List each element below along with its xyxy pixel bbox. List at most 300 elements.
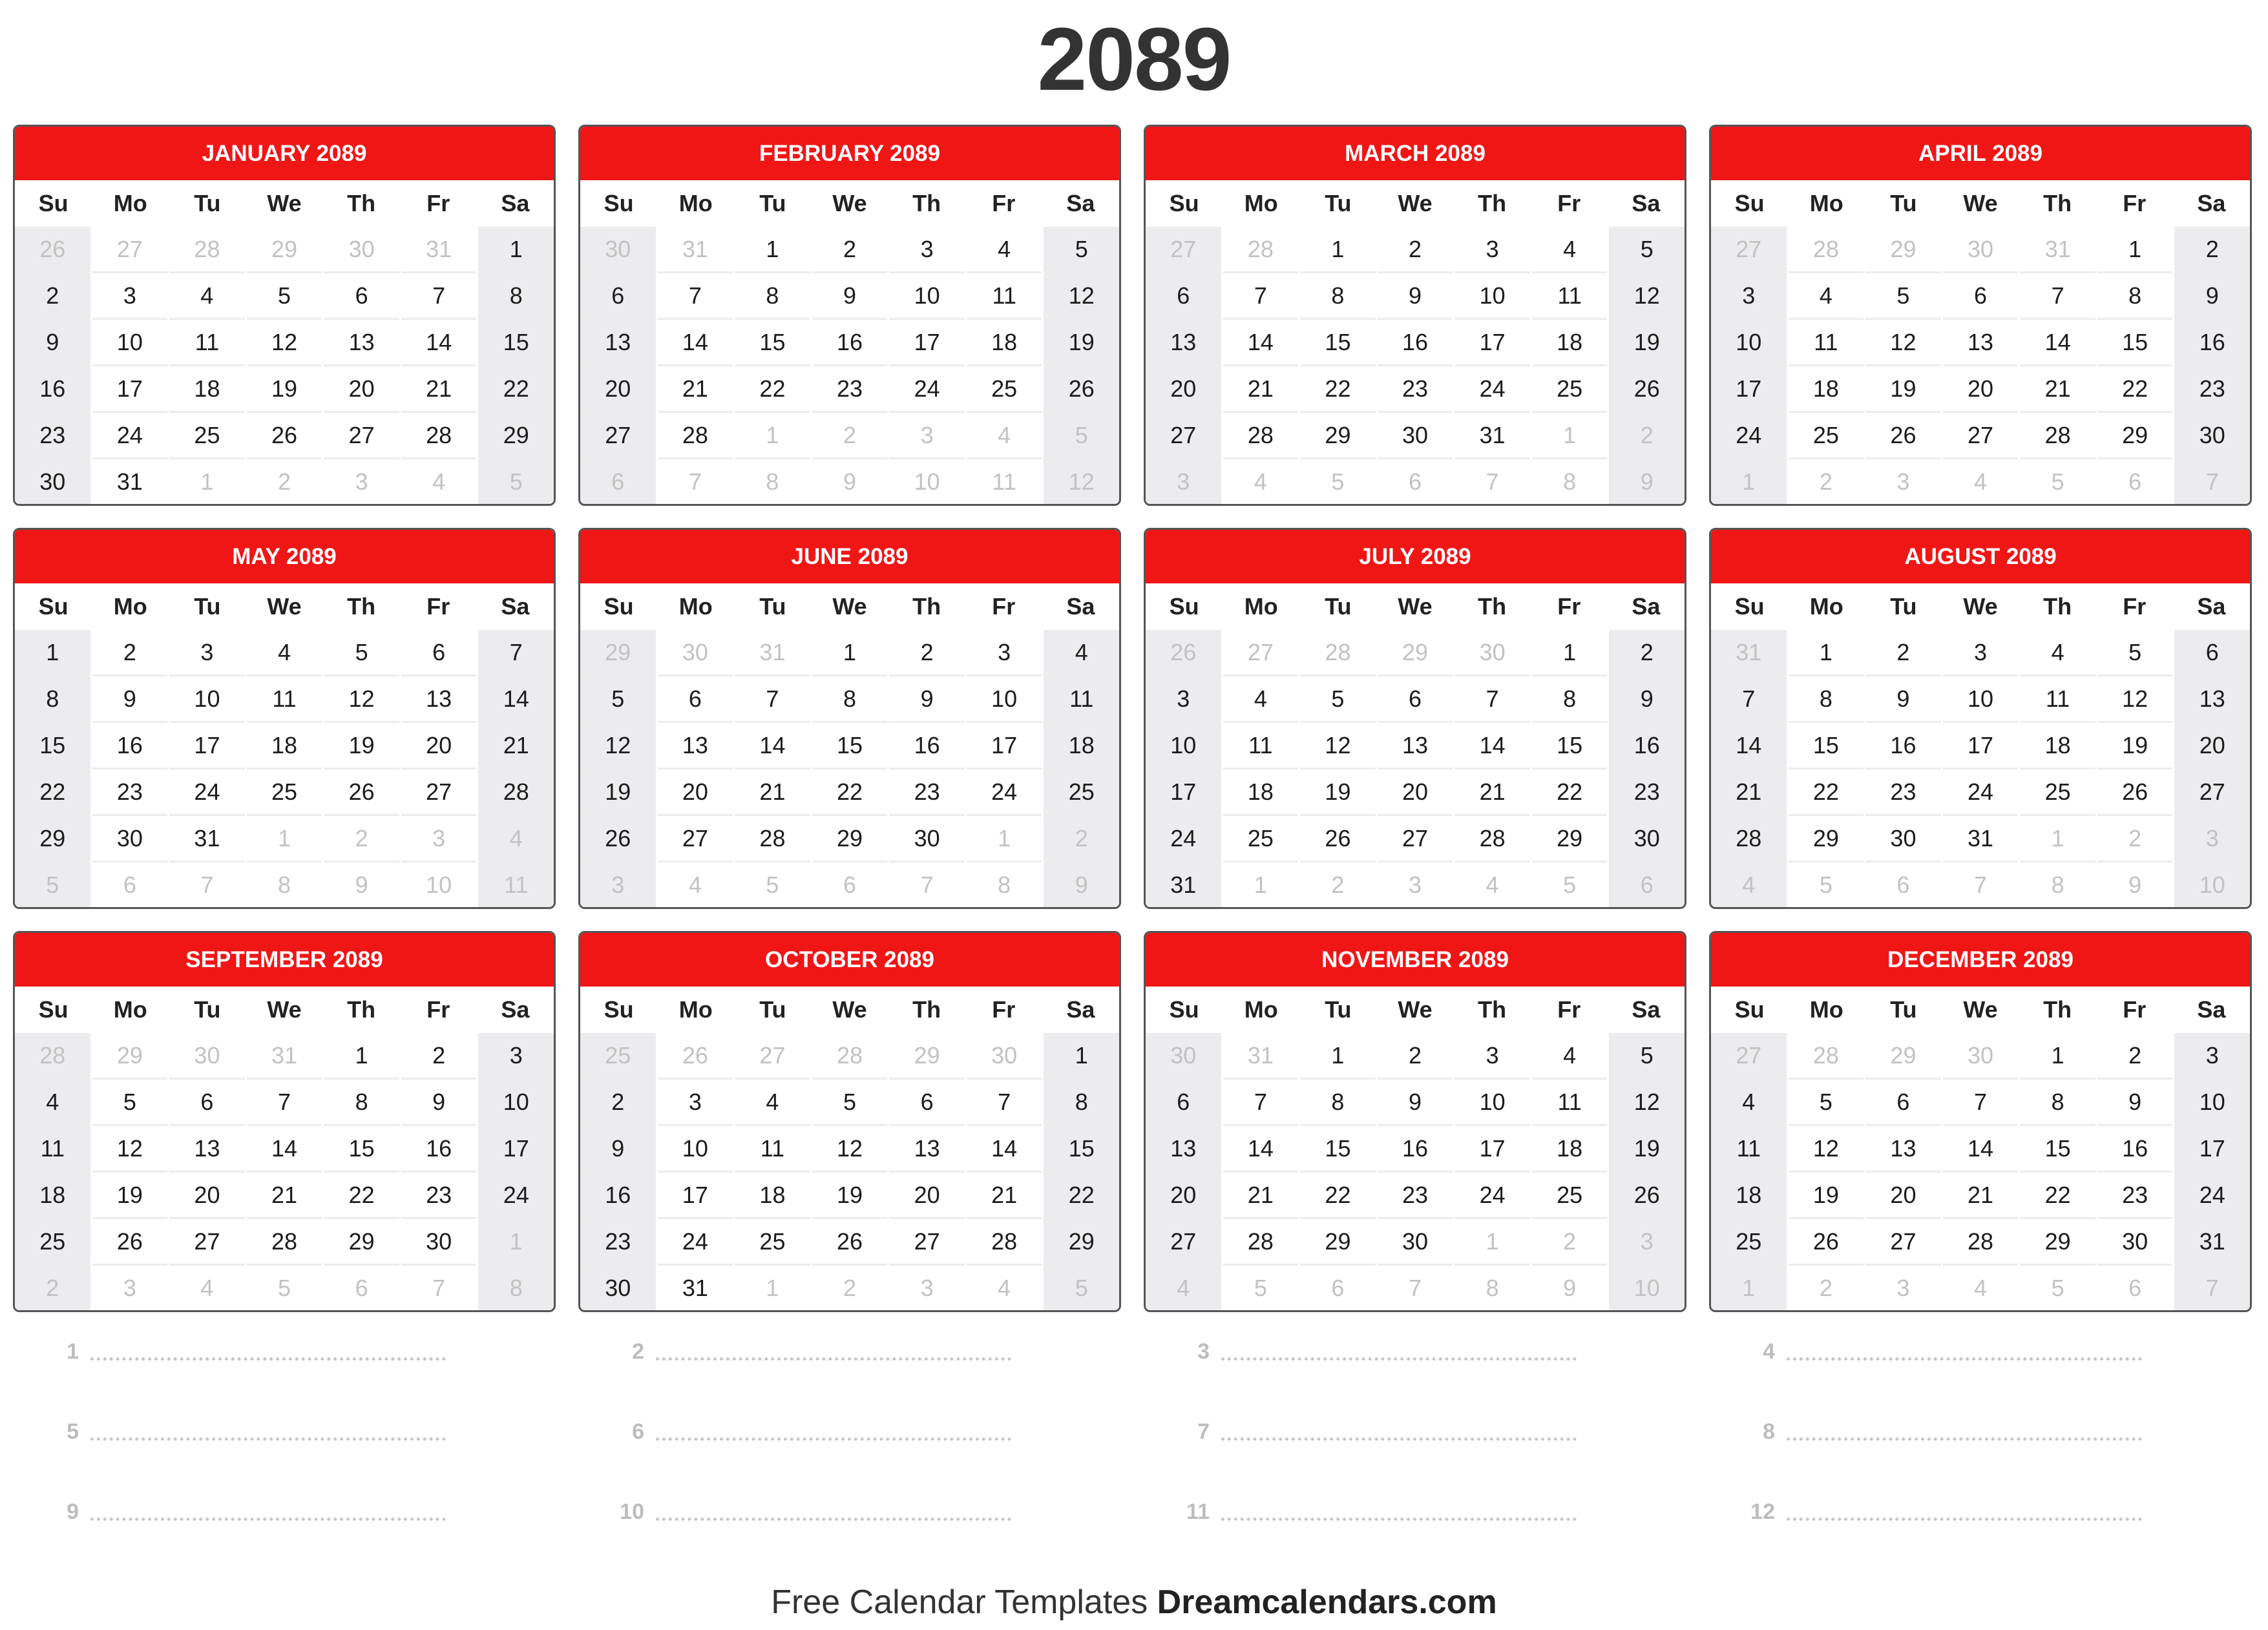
note-line-item[interactable] bbox=[1709, 1332, 2142, 1364]
day-cell: 29 bbox=[812, 816, 888, 862]
day-cell-other-month: 9 bbox=[2097, 862, 2173, 909]
day-cell: 23 bbox=[1865, 769, 1941, 816]
weekday-label: Su bbox=[1169, 996, 1199, 1023]
day-cell: 23 bbox=[812, 366, 888, 413]
weekday-label: Sa bbox=[1066, 190, 1095, 216]
day-cell: 13 bbox=[1146, 320, 1221, 366]
day-cell-other-month: 3 bbox=[1146, 459, 1221, 506]
day-cell: 17 bbox=[92, 366, 168, 413]
day-cell: 15 bbox=[1300, 320, 1376, 366]
dotted-note-line[interactable] bbox=[656, 1339, 1011, 1361]
week-row bbox=[580, 769, 1119, 816]
day-cell-other-month: 31 bbox=[735, 630, 810, 676]
day-cell-other-month: 5 bbox=[2020, 1266, 2095, 1312]
week-row bbox=[580, 273, 1119, 320]
weekday-label: Fr bbox=[992, 593, 1016, 620]
week-row bbox=[580, 413, 1119, 459]
week-row bbox=[1711, 630, 2250, 676]
day-cell: 17 bbox=[889, 320, 965, 366]
day-cell: 27 bbox=[2174, 769, 2250, 816]
day-cell: 9 bbox=[2097, 1080, 2173, 1126]
weekday-label: Tu bbox=[1325, 996, 1352, 1023]
day-cell: 3 bbox=[169, 630, 245, 676]
weekday-label: Tu bbox=[1890, 190, 1917, 216]
day-cell: 14 bbox=[1943, 1126, 2019, 1173]
week-row bbox=[15, 630, 554, 676]
day-cell: 12 bbox=[1789, 1126, 1864, 1173]
day-cell: 10 bbox=[478, 1080, 554, 1126]
day-cell: 3 bbox=[967, 630, 1042, 676]
day-cell-other-month: 2 bbox=[812, 413, 888, 459]
weekday-label: Fr bbox=[426, 190, 450, 216]
note-line-item[interactable] bbox=[1144, 1332, 1577, 1364]
day-cell: 1 bbox=[1532, 630, 1608, 676]
day-cell: 29 bbox=[1789, 816, 1864, 862]
week-row bbox=[580, 630, 1119, 676]
day-cell: 14 bbox=[247, 1126, 322, 1173]
note-number: 8 bbox=[1763, 1419, 1775, 1444]
weekday-label: Fr bbox=[1557, 593, 1581, 620]
day-cell: 10 bbox=[2174, 1080, 2250, 1126]
dotted-note-line[interactable] bbox=[656, 1499, 1011, 1521]
week-row bbox=[1146, 366, 1685, 413]
day-cell: 14 bbox=[658, 320, 733, 366]
week-row bbox=[1711, 862, 2250, 909]
week-row bbox=[15, 1080, 554, 1126]
weekday-label: Th bbox=[1478, 996, 1507, 1023]
note-line-item[interactable] bbox=[13, 1412, 446, 1445]
day-cell: 25 bbox=[967, 366, 1042, 413]
note-line-item[interactable] bbox=[578, 1492, 1011, 1525]
day-cell: 7 bbox=[1223, 273, 1299, 320]
weekday-label: Fr bbox=[426, 996, 450, 1023]
week-row bbox=[1146, 862, 1685, 909]
day-cell: 22 bbox=[1532, 769, 1608, 816]
week-row bbox=[1146, 1266, 1685, 1312]
week-row bbox=[1711, 1266, 2250, 1312]
day-cell: 15 bbox=[1532, 723, 1608, 769]
day-cell: 14 bbox=[735, 723, 810, 769]
weekday-label: Mo bbox=[1809, 190, 1843, 216]
day-cell: 25 bbox=[2020, 769, 2095, 816]
week-row bbox=[15, 227, 554, 273]
note-line-item[interactable] bbox=[13, 1332, 446, 1364]
note-line-item[interactable] bbox=[13, 1492, 446, 1525]
day-cell: 20 bbox=[1865, 1173, 1941, 1219]
day-cell: 13 bbox=[401, 676, 477, 723]
day-cell-other-month: 29 bbox=[580, 630, 656, 676]
day-cell: 6 bbox=[2174, 630, 2250, 676]
weekday-label: Tu bbox=[1325, 593, 1352, 620]
weekday-label: We bbox=[1963, 593, 1998, 620]
note-number: 7 bbox=[1197, 1419, 1210, 1444]
day-cell: 27 bbox=[580, 413, 656, 459]
day-cell-other-month: 5 bbox=[1044, 1266, 1119, 1312]
day-cell-other-month: 5 bbox=[1532, 862, 1608, 909]
day-cell: 28 bbox=[247, 1219, 322, 1266]
day-cell-other-month: 1 bbox=[735, 413, 810, 459]
day-cell: 9 bbox=[401, 1080, 477, 1126]
week-row bbox=[1146, 769, 1685, 816]
weekday-label: Th bbox=[2043, 996, 2072, 1023]
day-cell: 8 bbox=[1044, 1080, 1119, 1126]
day-cell: 22 bbox=[1044, 1173, 1119, 1219]
day-cell-other-month: 5 bbox=[735, 862, 810, 909]
note-number: 9 bbox=[67, 1499, 79, 1524]
day-cell: 2 bbox=[2174, 227, 2250, 273]
day-cell: 27 bbox=[169, 1219, 245, 1266]
day-cell: 20 bbox=[658, 769, 733, 816]
weekday-label: Fr bbox=[1557, 996, 1581, 1023]
day-cell: 9 bbox=[1609, 676, 1685, 723]
day-cell: 22 bbox=[15, 769, 90, 816]
day-cell-other-month: 3 bbox=[889, 413, 965, 459]
day-cell: 29 bbox=[478, 413, 554, 459]
day-cell-other-month: 6 bbox=[580, 459, 656, 506]
weekday-header-row bbox=[1146, 583, 1685, 630]
note-number: 10 bbox=[620, 1499, 644, 1524]
day-cell: 23 bbox=[2174, 366, 2250, 413]
day-cell: 2 bbox=[1378, 1033, 1453, 1080]
footer-brand-link[interactable]: Dreamcalendars.com bbox=[1157, 1583, 1497, 1621]
weekday-label: We bbox=[832, 190, 867, 216]
day-cell: 4 bbox=[15, 1080, 90, 1126]
day-cell: 13 bbox=[1146, 1126, 1221, 1173]
weekday-label: We bbox=[1963, 996, 1998, 1023]
day-cell: 20 bbox=[1146, 1173, 1221, 1219]
week-row bbox=[1711, 459, 2250, 506]
weekday-label: Tu bbox=[194, 996, 221, 1023]
week-row bbox=[1711, 723, 2250, 769]
day-cell: 26 bbox=[1789, 1219, 1864, 1266]
day-cell: 12 bbox=[1865, 320, 1941, 366]
day-cell: 29 bbox=[2097, 413, 2173, 459]
week-row bbox=[1711, 769, 2250, 816]
weekday-header-row bbox=[1711, 583, 2250, 630]
day-cell: 14 bbox=[1454, 723, 1530, 769]
weekday-label: Su bbox=[604, 996, 634, 1023]
day-cell: 27 bbox=[401, 769, 477, 816]
day-cell: 10 bbox=[889, 273, 965, 320]
weekday-label: Mo bbox=[1809, 593, 1843, 620]
weekday-header-row bbox=[580, 583, 1119, 630]
dotted-note-line[interactable] bbox=[1221, 1419, 1577, 1441]
day-cell-other-month: 9 bbox=[1532, 1266, 1608, 1312]
dotted-note-line[interactable] bbox=[1787, 1339, 2142, 1361]
day-cell: 25 bbox=[1532, 366, 1608, 413]
day-cell: 15 bbox=[478, 320, 554, 366]
day-cell: 20 bbox=[889, 1173, 965, 1219]
week-row bbox=[15, 320, 554, 366]
day-cell: 17 bbox=[658, 1173, 733, 1219]
month-title: DECEMBER 2089 bbox=[1711, 933, 2250, 987]
day-cell-other-month: 8 bbox=[247, 862, 322, 909]
week-row bbox=[580, 816, 1119, 862]
note-line-item[interactable] bbox=[578, 1412, 1011, 1445]
day-cell: 2 bbox=[812, 227, 888, 273]
day-cell: 29 bbox=[2020, 1219, 2095, 1266]
day-cell-other-month: 30 bbox=[1454, 630, 1530, 676]
day-cell-other-month: 30 bbox=[169, 1033, 245, 1080]
day-cell-other-month: 4 bbox=[478, 816, 554, 862]
day-cell: 6 bbox=[169, 1080, 245, 1126]
weekday-label: Mo bbox=[1244, 996, 1278, 1023]
weekday-label: Fr bbox=[992, 996, 1016, 1023]
day-cell: 23 bbox=[580, 1219, 656, 1266]
weekday-label: Su bbox=[38, 593, 68, 620]
day-cell-other-month: 3 bbox=[1865, 1266, 1941, 1312]
week-row bbox=[15, 723, 554, 769]
day-cell: 3 bbox=[889, 227, 965, 273]
day-cell: 10 bbox=[169, 676, 245, 723]
day-cell-other-month: 31 bbox=[401, 227, 477, 273]
dotted-note-line[interactable] bbox=[1221, 1339, 1577, 1361]
month-title: OCTOBER 2089 bbox=[580, 933, 1119, 987]
day-cell: 19 bbox=[812, 1173, 888, 1219]
day-cell-other-month: 9 bbox=[812, 459, 888, 506]
day-cell: 11 bbox=[1223, 723, 1299, 769]
day-cell: 3 bbox=[658, 1080, 733, 1126]
day-cell: 1 bbox=[324, 1033, 399, 1080]
day-cell: 4 bbox=[1532, 1033, 1608, 1080]
day-cell-other-month: 12 bbox=[1044, 459, 1119, 506]
note-number: 11 bbox=[1186, 1499, 1210, 1524]
day-cell: 24 bbox=[1711, 413, 1787, 459]
day-cell: 24 bbox=[478, 1173, 554, 1219]
weekday-label: Th bbox=[912, 996, 941, 1023]
day-cell: 5 bbox=[580, 676, 656, 723]
week-row bbox=[15, 1266, 554, 1312]
weekday-label: Sa bbox=[1632, 593, 1661, 620]
week-row bbox=[580, 227, 1119, 273]
day-cell: 6 bbox=[1146, 1080, 1221, 1126]
day-cell-other-month: 26 bbox=[1146, 630, 1221, 676]
month-title: SEPTEMBER 2089 bbox=[15, 933, 554, 987]
day-cell: 1 bbox=[15, 630, 90, 676]
dotted-note-line[interactable] bbox=[1787, 1419, 2142, 1441]
weekday-label: Sa bbox=[2197, 593, 2226, 620]
weekday-label: Mo bbox=[678, 190, 713, 216]
dotted-note-line[interactable] bbox=[90, 1419, 446, 1441]
note-line-item[interactable] bbox=[1144, 1412, 1577, 1445]
day-cell: 23 bbox=[401, 1173, 477, 1219]
weekday-label: Su bbox=[604, 190, 634, 216]
day-cell: 30 bbox=[1609, 816, 1685, 862]
day-cell: 8 bbox=[2020, 1080, 2095, 1126]
day-cell: 1 bbox=[478, 227, 554, 273]
day-cell: 14 bbox=[401, 320, 477, 366]
day-cell: 8 bbox=[735, 273, 810, 320]
day-cell: 30 bbox=[1378, 413, 1453, 459]
day-cell: 1 bbox=[2097, 227, 2173, 273]
day-cell: 29 bbox=[1300, 413, 1376, 459]
day-cell: 22 bbox=[324, 1173, 399, 1219]
day-cell: 23 bbox=[2097, 1173, 2173, 1219]
day-cell: 10 bbox=[967, 676, 1042, 723]
dotted-note-line[interactable] bbox=[1221, 1499, 1577, 1521]
weekday-label: Mo bbox=[1244, 190, 1278, 216]
day-cell: 1 bbox=[1789, 630, 1864, 676]
day-cell: 31 bbox=[169, 816, 245, 862]
day-cell: 22 bbox=[478, 366, 554, 413]
day-cell-other-month: 10 bbox=[401, 862, 477, 909]
dotted-note-line[interactable] bbox=[90, 1339, 446, 1361]
day-cell: 2 bbox=[92, 630, 168, 676]
day-cell: 9 bbox=[92, 676, 168, 723]
day-cell: 5 bbox=[1300, 676, 1376, 723]
weekday-label: Th bbox=[2043, 190, 2072, 216]
weekday-label: Fr bbox=[1557, 190, 1581, 216]
day-cell: 30 bbox=[889, 816, 965, 862]
day-cell-other-month: 4 bbox=[1711, 862, 1787, 909]
day-cell: 3 bbox=[1146, 676, 1221, 723]
day-cell: 28 bbox=[1223, 413, 1299, 459]
note-line-item[interactable] bbox=[1709, 1412, 2142, 1445]
weekday-label: Sa bbox=[2197, 996, 2226, 1023]
day-cell: 3 bbox=[478, 1033, 554, 1080]
day-cell-other-month: 2 bbox=[2097, 816, 2173, 862]
day-cell: 30 bbox=[401, 1219, 477, 1266]
day-cell-other-month: 7 bbox=[658, 459, 733, 506]
dotted-note-line[interactable] bbox=[1787, 1499, 2142, 1521]
weekday-label: Sa bbox=[501, 996, 530, 1023]
note-number: 12 bbox=[1750, 1499, 1775, 1524]
day-cell: 13 bbox=[658, 723, 733, 769]
day-cell: 3 bbox=[1454, 1033, 1530, 1080]
weekday-label: We bbox=[1398, 593, 1433, 620]
day-cell: 4 bbox=[247, 630, 322, 676]
day-cell: 17 bbox=[1711, 366, 1787, 413]
day-cell: 30 bbox=[92, 816, 168, 862]
week-row bbox=[1146, 1080, 1685, 1126]
day-cell: 16 bbox=[401, 1126, 477, 1173]
day-cell-other-month: 3 bbox=[92, 1266, 168, 1312]
dotted-note-line[interactable] bbox=[656, 1419, 1011, 1441]
day-cell-other-month: 29 bbox=[247, 227, 322, 273]
dotted-note-line[interactable] bbox=[90, 1499, 446, 1521]
day-cell-other-month: 9 bbox=[1044, 862, 1119, 909]
day-cell: 8 bbox=[1789, 676, 1864, 723]
day-cell-other-month: 1 bbox=[1711, 459, 1787, 506]
day-cell: 16 bbox=[1378, 320, 1453, 366]
day-cell-other-month: 7 bbox=[1454, 459, 1530, 506]
day-cell: 21 bbox=[401, 366, 477, 413]
week-row bbox=[1146, 273, 1685, 320]
day-cell: 9 bbox=[580, 1126, 656, 1173]
weekday-label: Mo bbox=[1244, 593, 1278, 620]
month-calendar bbox=[1144, 931, 1686, 1312]
day-cell: 21 bbox=[247, 1173, 322, 1219]
week-row bbox=[1146, 1033, 1685, 1080]
day-cell-other-month: 4 bbox=[658, 862, 733, 909]
day-cell-other-month: 31 bbox=[1223, 1033, 1299, 1080]
week-row bbox=[15, 676, 554, 723]
day-cell: 16 bbox=[1609, 723, 1685, 769]
day-cell: 6 bbox=[1943, 273, 2019, 320]
day-cell: 1 bbox=[1300, 227, 1376, 273]
note-line-item[interactable] bbox=[1709, 1492, 2142, 1525]
day-cell-other-month: 4 bbox=[169, 1266, 245, 1312]
day-cell-other-month: 4 bbox=[967, 413, 1042, 459]
day-cell: 5 bbox=[1609, 227, 1685, 273]
note-line-item[interactable] bbox=[578, 1332, 1011, 1364]
day-cell-other-month: 1 bbox=[735, 1266, 810, 1312]
day-cell: 13 bbox=[324, 320, 399, 366]
weekday-header-row bbox=[580, 180, 1119, 227]
weekday-label: Sa bbox=[1632, 190, 1661, 216]
day-cell: 4 bbox=[1789, 273, 1864, 320]
weekday-label: Mo bbox=[113, 190, 147, 216]
day-cell: 18 bbox=[1532, 320, 1608, 366]
week-row bbox=[580, 676, 1119, 723]
day-cell: 11 bbox=[1532, 1080, 1608, 1126]
week-row bbox=[1146, 1126, 1685, 1173]
week-row bbox=[1711, 1126, 2250, 1173]
day-cell: 8 bbox=[2097, 273, 2173, 320]
day-cell-other-month: 29 bbox=[1865, 1033, 1941, 1080]
day-cell: 10 bbox=[658, 1126, 733, 1173]
day-cell: 2 bbox=[15, 273, 90, 320]
day-cell: 11 bbox=[1711, 1126, 1787, 1173]
day-cell-other-month: 3 bbox=[1378, 862, 1453, 909]
day-cell: 27 bbox=[1378, 816, 1453, 862]
day-cell-other-month: 26 bbox=[15, 227, 90, 273]
day-cell: 27 bbox=[658, 816, 733, 862]
month-calendar bbox=[1144, 528, 1686, 909]
day-cell: 11 bbox=[2020, 676, 2095, 723]
day-cell: 9 bbox=[15, 320, 90, 366]
month-calendar bbox=[1144, 125, 1686, 506]
day-cell-other-month: 1 bbox=[967, 816, 1042, 862]
day-cell: 10 bbox=[1146, 723, 1221, 769]
day-cell: 9 bbox=[2174, 273, 2250, 320]
day-cell: 19 bbox=[1044, 320, 1119, 366]
day-cell: 17 bbox=[478, 1126, 554, 1173]
week-row bbox=[1711, 1173, 2250, 1219]
note-number: 2 bbox=[632, 1339, 644, 1364]
weekday-label: Sa bbox=[1632, 996, 1661, 1023]
week-row bbox=[1146, 723, 1685, 769]
note-line-item[interactable] bbox=[1144, 1492, 1577, 1525]
day-cell-other-month: 6 bbox=[1609, 862, 1685, 909]
day-cell: 8 bbox=[15, 676, 90, 723]
day-cell: 10 bbox=[1454, 273, 1530, 320]
week-row bbox=[1711, 413, 2250, 459]
day-cell: 18 bbox=[1044, 723, 1119, 769]
day-cell: 3 bbox=[1943, 630, 2019, 676]
month-calendar bbox=[578, 528, 1121, 909]
day-cell-other-month: 2 bbox=[15, 1266, 90, 1312]
weekday-label: Su bbox=[1734, 996, 1765, 1023]
day-cell: 12 bbox=[1609, 273, 1685, 320]
day-cell-other-month: 6 bbox=[92, 862, 168, 909]
day-cell: 27 bbox=[1943, 413, 2019, 459]
day-cell: 25 bbox=[169, 413, 245, 459]
day-cell: 13 bbox=[169, 1126, 245, 1173]
week-row bbox=[1146, 630, 1685, 676]
weekday-label: We bbox=[267, 190, 302, 216]
day-cell: 16 bbox=[1378, 1126, 1453, 1173]
day-cell-other-month: 31 bbox=[658, 227, 733, 273]
day-cell: 22 bbox=[2020, 1173, 2095, 1219]
day-cell-other-month: 6 bbox=[1865, 862, 1941, 909]
day-cell-other-month: 1 bbox=[247, 816, 322, 862]
day-cell: 27 bbox=[1146, 1219, 1221, 1266]
day-cell-other-month: 29 bbox=[92, 1033, 168, 1080]
day-cell: 19 bbox=[1789, 1173, 1864, 1219]
day-cell: 8 bbox=[478, 273, 554, 320]
day-cell: 20 bbox=[401, 723, 477, 769]
